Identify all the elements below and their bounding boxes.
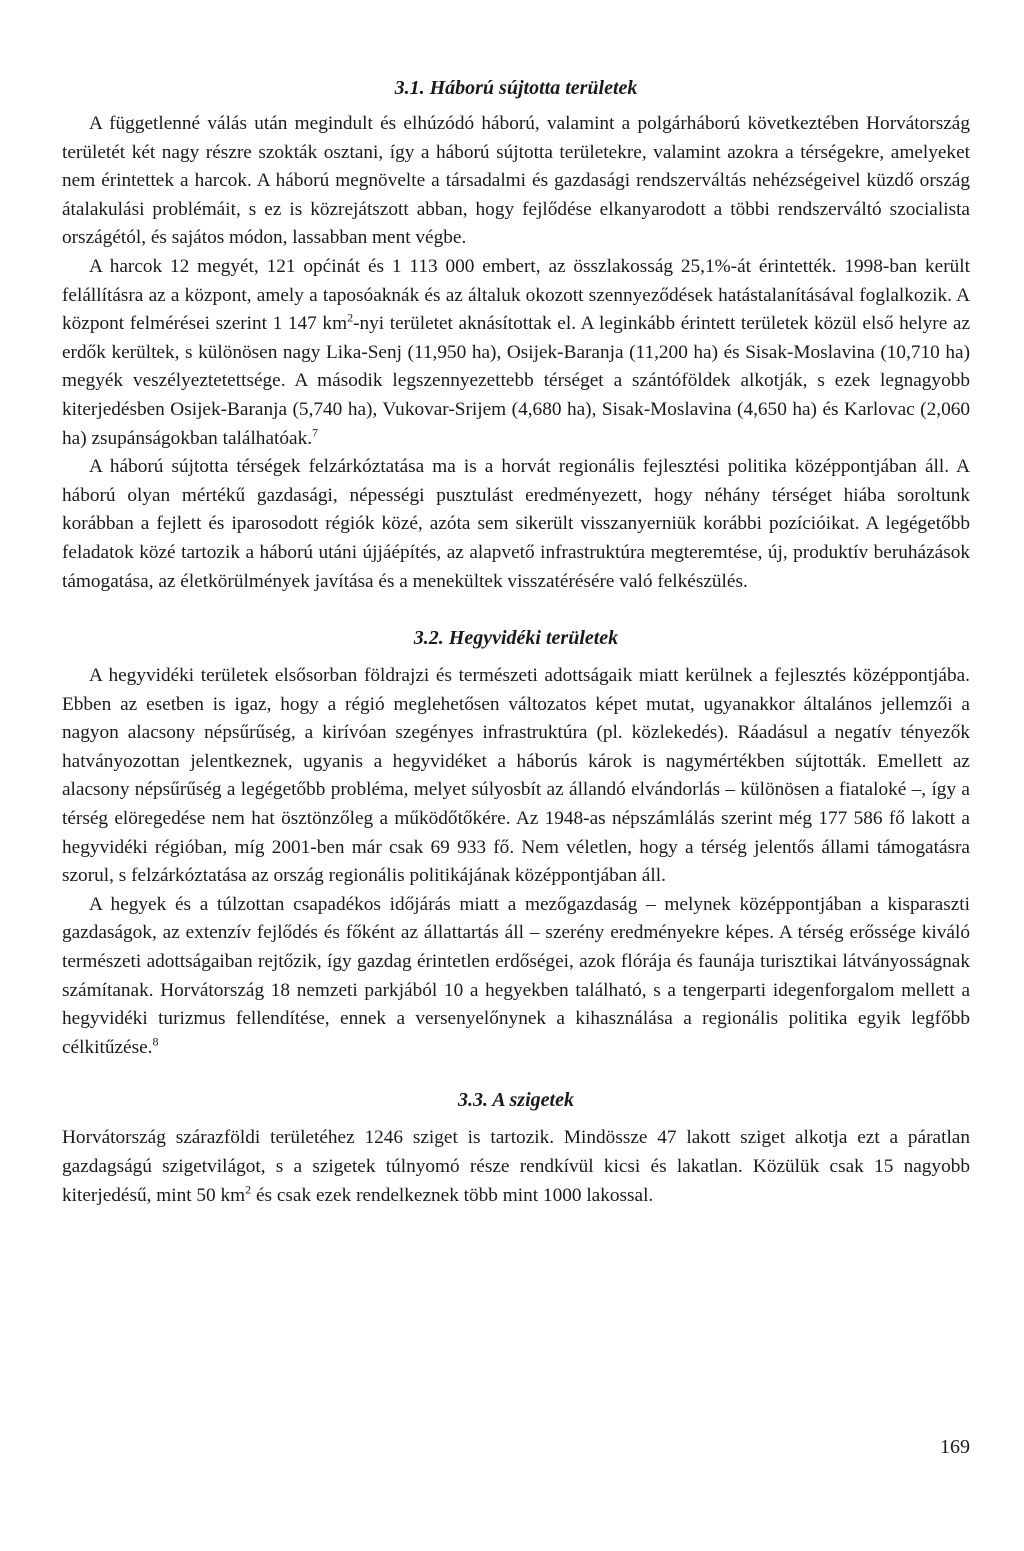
paragraph: A függetlenné válás után megindult és elhúzódó háború, valamint a polgárháború következtében Horvátország területét két nagy részre szokták osztani, így a háború sújtotta területekre, valamint azokra a térségekre, amelyeket nem érintettek a harcok. A háború megnövelte a társadalmi és gazdasági rendszerváltás nehézségeivel küzdő ország átalakulási problémáit, s ez is közrejátszott abban, hogy fejlődése elkanyarodott a többi rendszerváltó szocialista országétól, és sajátos módon, lassabban ment végbe.: [62, 113, 970, 249]
footnote-ref-7: 7: [312, 425, 319, 440]
paragraph: A hegyvidéki területek elsősorban földrajzi és természeti adottságaik miatt kerülnek a fejlesztés középpontjába. Ebben az esetben is igaz, hogy a régió meglehetősen változatos képet mutat, ugyanakkor általános jellemzői a nagyon alacsony népsűrűség, a kirívóan szegényes infrastruktúra (pl. közlekedés). Ráadásul a negatív tényezők hatványozottan jelentkeznek, ugyanis a hegyvidéket a háborús károk is nagymértékben sújtották. Emellett az alacsony népsűrűség a legégetőbb probléma, melyet súlyosbít az állandó elvándorlás – különösen a fiataloké –, így a térség elöregedése nem hat ösztönzőleg a működőtőkére. Az 1948-as népszámlálás szerint még 177 586 fő lakott a hegyvidéki régióban, míg 2001-ben már csak 69 933 fő. Nem véletlen, hogy a térség jelentős állami támogatásra szorul, s felzárkóztatása az ország regionális politikájának középpontjában áll.: [62, 665, 970, 887]
paragraph: [62, 253, 970, 453]
paragraph-text: és csak ezek rendelkeznek több mint 1000 lakossal.: [251, 1184, 654, 1206]
section-heading-3-1: 3.1. Háború sújtotta területek: [394, 77, 638, 99]
paragraph-text: A harcok 12 megyét, 121 općinát és 1 113 000 embert, az összlakosság 25,1%-át érintették. 1998-ban került felállításra az a központ, amely a taposóaknák és az általuk okozott szennyeződések hatástalanításával foglalkozik. A központ felmérései szerint 1 147 km: [62, 255, 970, 335]
page-number: 169: [940, 1436, 970, 1458]
paragraph: A háború sújtotta térségek felzárkóztatása ma is a horvát regionális fejlesztési politika középpontjában áll. A háború olyan mértékű gazdasági, népességi pusztulást eredményezett, hogy néhány térséget hiába soroltunk korábban a fejlett és iparosodott régiók közé, azóta sem sikerült visszanyerniük korábbi pozícióikat. A legégetőbb feladatok közé tartozik a háború utáni újjáépítés, az alapvető infrastruktúra megteremtése, új, produktív beruházások támogatása, az életkörülmények javítása és a menekültek visszatérésére való felkészülés.: [62, 456, 970, 592]
section-heading-3-2: 3.2. Hegyvidéki területek: [413, 627, 619, 650]
paragraph-text: Horvátország szárazföldi területéhez 1246 sziget is tartozik. Mindössze 47 lakott sziget alkotja ezt a páratlan gazdagságú szigetvilágot, s a szigetek túlnyomó része rendkívül kicsi és lakatlan. Közülük csak 15 nagyobb kiterjedésű, mint 50 km: [62, 1127, 970, 1206]
footnote-ref-8: 8: [152, 1034, 159, 1049]
paragraph: [62, 1124, 970, 1210]
paragraph: [62, 891, 970, 1063]
superscript: 2: [245, 1182, 252, 1197]
superscript: 2: [347, 310, 354, 325]
page-body: [62, 74, 970, 1210]
section-heading-3-3: 3.3. A szigetek: [458, 1089, 574, 1112]
paragraph-text: -nyi területet aknásítottak el. A leginkább érintett területek közül első helyre az erdők kerültek, s különösen nagy Lika-Senj (11,950 ha), Osijek-Baranja (11,200 ha) és Sisak-Moslavina (10,710 ha) megyék veszélyeztetettsége. A második legszennyezettebb térséget a szántóföldek alkotják, s ezek legnagyobb kiterjedésben Osijek-Baranja (5,740 ha), Vukovar-Srijem (4,680 ha), Sisak-Moslavina (4,650 ha) és Karlovac (2,060 ha) zsupánságokban találhatóak.: [62, 313, 971, 449]
paragraph-text: A hegyek és a túlzottan csapadékos időjárás miatt a mezőgazdaság – melynek középpontjában a kisparaszti gazdaságok, az extenzív fejlődés és főként az állattartás áll – szerény eredményekre képes. A térség erőssége kiváló természeti adottságaiban rejtőzik, így gazdag érintetlen erdőségei, azok flórája és faunája turisztikai látványosságnak számítanak. Horvátország 18 nemzeti parkjából 10 a hegyekben található, s a tengerparti idegenforgalom mellett a hegyvidéki turizmus fellendítése, ennek a versenyelőnynek a kihasználása a regionális politika egyik legfőbb célkitűzése.: [62, 893, 970, 1058]
